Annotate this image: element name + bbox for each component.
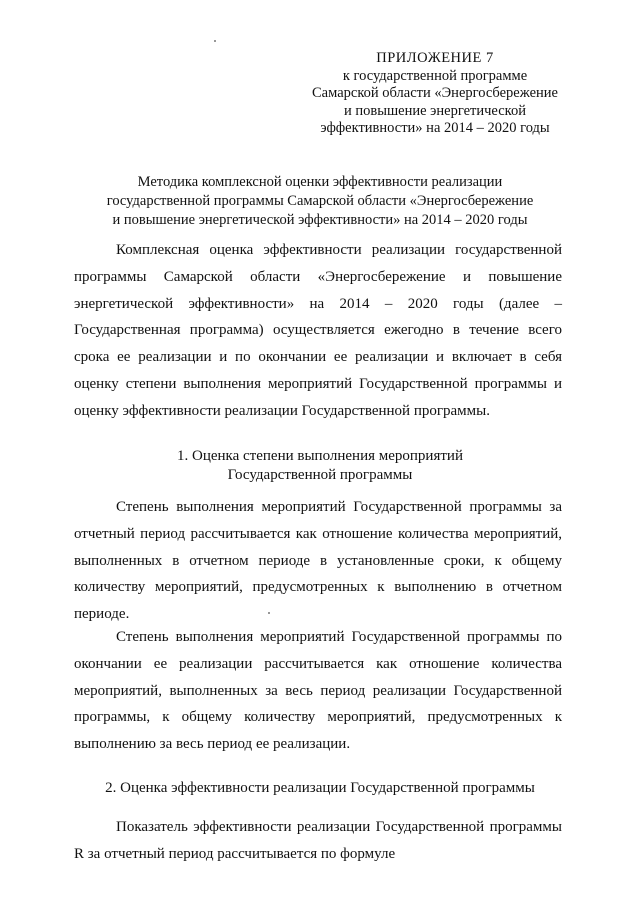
- title-line: государственной программы Самарской области «Энергосбережение: [106, 193, 534, 209]
- annex-line: Самарской области «Энергосбережение: [312, 85, 558, 101]
- section-1-heading: [70, 447, 570, 485]
- title-line: Методика комплексной оценки эффективности реализации: [137, 174, 503, 190]
- annex-line: и повышение энергетической: [344, 102, 526, 119]
- document-title: [70, 173, 570, 230]
- annex-line: к государственной программе: [342, 67, 528, 84]
- intro-paragraph: Комплексная оценка эффективности реализации государственной программы Самарской области «Энергосбережение и повышение энергетической эффективности» на 2014 – 2020 годы (далее – Государственная программа) осуществляется ежегодно в течение всего срока ее реализации и по окончании ее реализации и включает в себя оценку степени выполнения мероприятий Государственной программы и оценку эффективности реализации Государственной программы.: [74, 242, 562, 419]
- heading-line: 1. Оценка степени выполнения мероприятий: [177, 448, 463, 464]
- section-2-heading: 2. Оценка эффективности реализации Государственной программы: [105, 780, 535, 796]
- scan-speck: [268, 612, 270, 614]
- scan-speck: [214, 40, 216, 42]
- heading-line: Государственной программы: [227, 467, 413, 483]
- title-line: и повышение энергетической эффективности» на 2014 – 2020 годы: [112, 212, 528, 228]
- section-2-paragraph-1: Показатель эффективности реализации Государственной программы R за отчетный период рассчитывается по формуле: [74, 819, 562, 862]
- annex-number: ПРИЛОЖЕНИЕ 7: [376, 50, 494, 66]
- section-1-paragraph-1: Степень выполнения мероприятий Государственной программы за отчетный период рассчитывается как отношение количества мероприятий, выполненных в отчетном периоде в установленные сроки, к общему количеству мероприятий, предусмотренных к выполнению в отчетном периоде.: [74, 499, 562, 623]
- annex-line: эффективности» на 2014 – 2020 годы: [320, 120, 550, 136]
- section-1-paragraph-2: Степень выполнения мероприятий Государственной программы по окончании ее реализации рассчитывается как отношение количества мероприятий, выполненных за весь период реализации Государственной программы, к общему количеству мероприятий, предусмотренных к выполнению за весь период ее реализации.: [74, 629, 562, 753]
- annex-header: [300, 50, 570, 138]
